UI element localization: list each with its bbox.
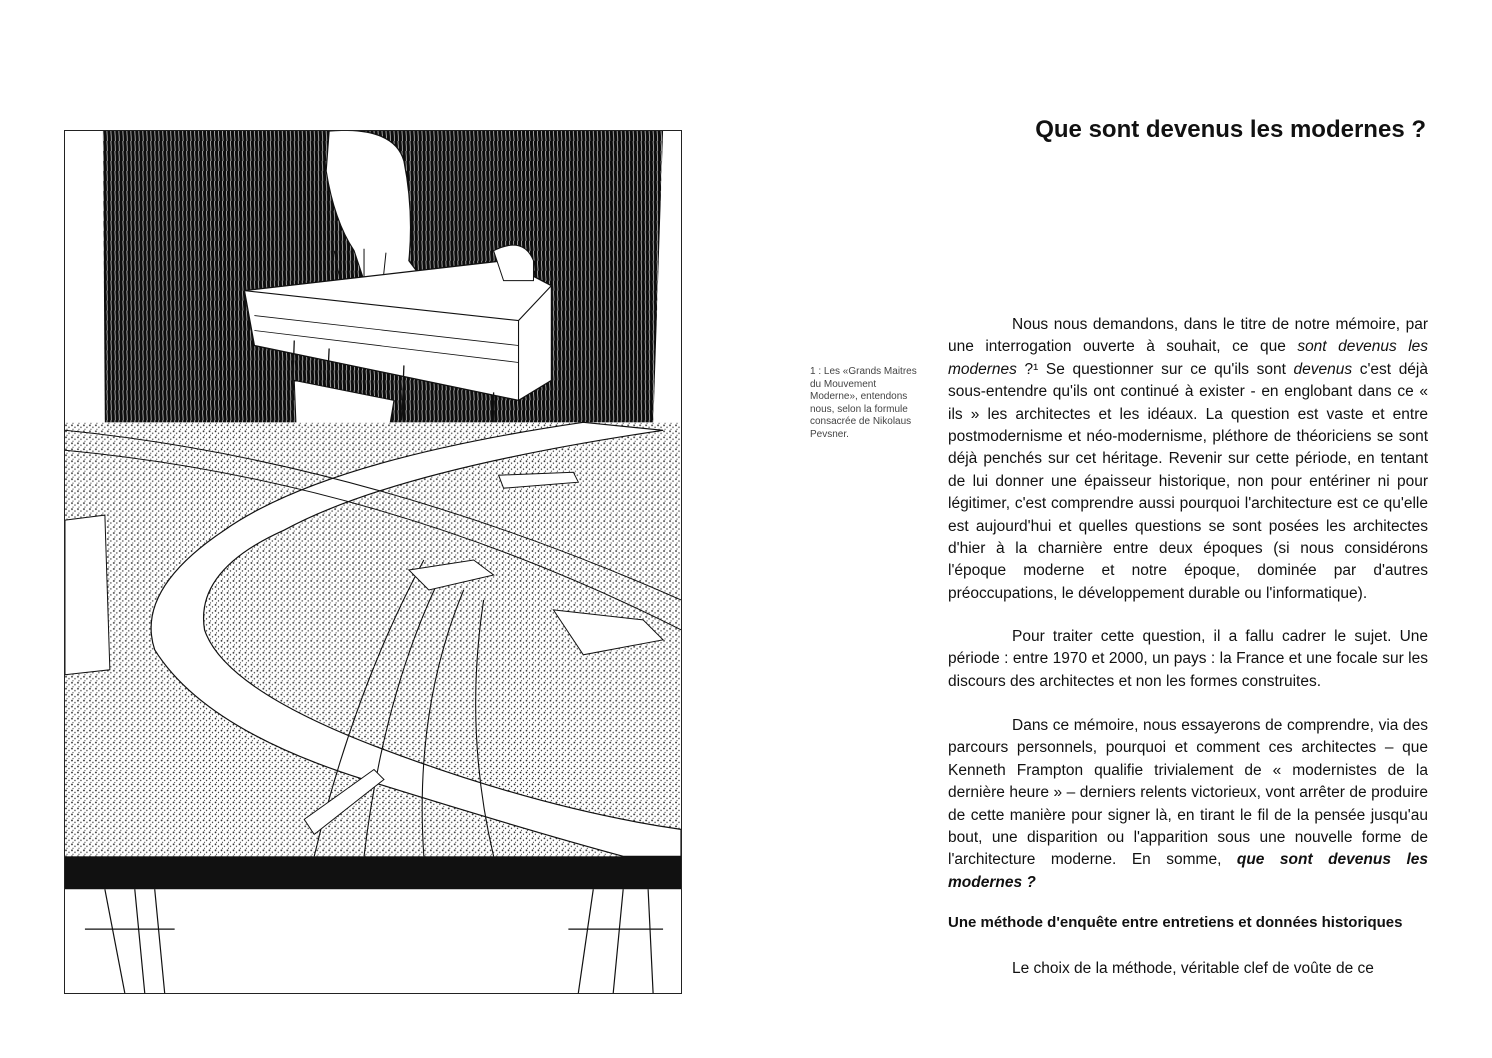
paragraph-intro-emphasis-1: sont devenus les modernes <box>948 338 1429 378</box>
footnote-1: 1 : Les «Grands Maitres du Mouvement Moderne», entendons nous, selon la formule consacrée de Nikolaus Pevsner. <box>810 366 917 440</box>
paragraph-intro-text-a: Nous nous demandons, dans le titre de notre mémoire, par une interrogation ouverte à souhait, ce que <box>948 316 1428 356</box>
page-title: Que sont devenus les modernes ? <box>1035 116 1426 143</box>
paragraph-intro <box>948 314 1428 605</box>
paragraph-intro-text-c: c'est déjà sous-entendre qu'ils ont continué à exister - en englobant dans ce « ils » les architectes et les idéaux. La question est vaste et entre postmodernisme et néo-modernisme, pléthore de théoriciens se sont déjà penchés sur cet héritage. Revenir sur cette période, en tentant de lui donner une épaisseur historique, non pour entériner ni pour légitimer, c'est comprendre aussi pourquoi l'architecture est ce qu'elle est aujourd'hui et quelles questions se sont posées les architectes d'hier à la charnière entre deux époques (si nous considérons l'époque moderne et notre époque, dominée par d'autres préoccupations, le développement durable ou l'informatique). <box>948 360 1428 602</box>
illustration <box>64 130 682 994</box>
paragraph-aim-text: Dans ce mémoire, nous essayerons de comprendre, via des parcours personnels, pourquoi et comment ces architectes – que Kenneth Frampton qualifie trivialement de « modernistes de la dernière heure » – derniers relents victorieux, vont arrêter de produire de cette manière pour signer là, en tirant le fil de la pensée jusqu'au bout, une disparition ou l'apparition sous une nouvelle forme de l'architecture moderne. En somme, <box>948 717 1428 869</box>
paragraph-aim-question-text: que sont devenus les modernes ? <box>948 851 1428 891</box>
paragraph-scope: Pour traiter cette question, il a fallu cadrer le sujet. Une période : entre 1970 et 2000, un pays : la France et une focale sur les discours des architectes et non les formes construites. <box>948 628 1428 690</box>
paragraph-intro-text-b: ?¹ Se questionner sur ce qu'ils sont <box>1016 360 1294 378</box>
paragraph-method: Le choix de la méthode, véritable clef de voûte de ce <box>1012 960 1374 977</box>
paragraph-intro-emphasis-2: devenus <box>1293 360 1353 378</box>
paragraph-aim <box>948 715 1428 894</box>
section-subheading: Une méthode d'enquête entre entretiens et données historiques <box>948 914 1403 931</box>
drawing-hand-holding-villa-model <box>65 131 681 993</box>
